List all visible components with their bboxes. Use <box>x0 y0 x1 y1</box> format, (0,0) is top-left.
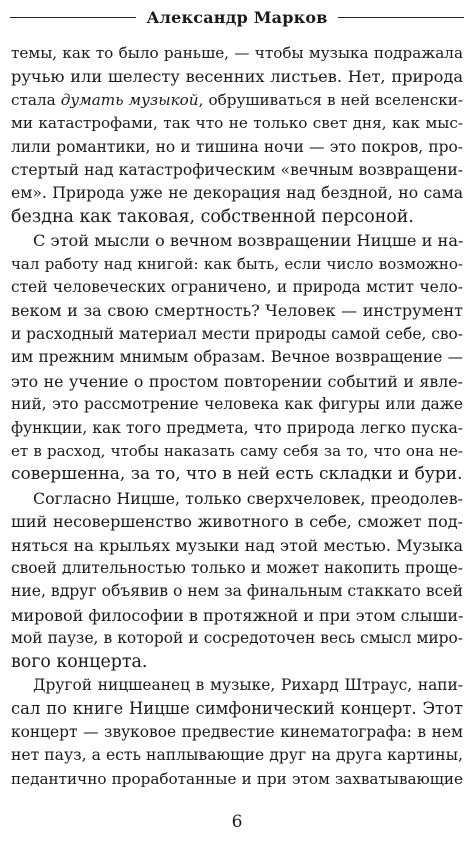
text-line: Другой ницшеанец в музыке, Рихард Штраус, напи- <box>33 675 463 694</box>
text-line: ние, вдруг объявив о нем за финальным стаккато всей <box>11 582 463 601</box>
text-line: веком и за свою смертность? Человек — инструмент <box>11 301 463 321</box>
text-line: ми катастрофами, так что не только свет дня, как мыс- <box>11 114 463 133</box>
text-line: стертый над катастрофическим «вечным возвращени- <box>11 161 463 180</box>
text-line: няться на крыльях музыки над этой местью. Музыка <box>11 535 463 555</box>
text-line: С этой мысли о вечном возвращении Ницше и на- <box>33 231 463 251</box>
text-line: совершенна, за то, что в ней есть складки и бури. <box>11 464 463 485</box>
text-line: темы, как то было раньше, — чтобы музыка подражала <box>11 44 463 62</box>
running-title: Александр Марков <box>146 7 328 27</box>
text-line: Согласно Ницше, только сверхчеловек, преодолев- <box>33 488 463 508</box>
text-line: ний, это рассмотрение человека как фигуры или даже <box>11 395 463 414</box>
text-line: им прежним мнимым образам. Вечное возвращение — <box>11 348 463 367</box>
text-line: чал работу над книгой: как быть, если число возможно- <box>11 254 463 273</box>
text-line: своей длительностью только и может накопить проще- <box>11 558 463 577</box>
header-rule-left <box>10 17 136 18</box>
text-line: и расходный материал мести природы самой себе, сво- <box>11 324 463 343</box>
text-line: вого концерта. <box>11 651 148 672</box>
text-line: концерт — звуковое предвестие кинематографа: в нем <box>11 722 463 741</box>
emphasis-phrase: думать музыкой <box>60 90 199 109</box>
text-line: сал по книге Ницше симфонический концерт. Этот <box>11 699 463 719</box>
text-line: ручью или шелесту весенних листьев. Нет, природа <box>11 67 463 87</box>
text-line: функции, как того предмета, что природа легко пуска- <box>11 418 463 437</box>
text-line: нет пауз, а есть наплывающие друг на друга картины, <box>11 746 463 765</box>
text-line: это не учение о простом повторении событий и явле- <box>11 371 463 391</box>
text-line: ем». Природа уже не декорация над бездной, но сама <box>11 184 463 203</box>
text-line: ет в расход, чтобы наказать саму себя за то, что она не- <box>11 441 463 460</box>
text-line: ший несовершенство животного в себе, сможет под- <box>11 512 463 532</box>
text-segment: стала <box>11 90 61 109</box>
text-line: лили романтики, но и тишина ночи — это покров, про- <box>11 137 463 156</box>
page-number: 6 <box>231 812 243 832</box>
text-line <box>11 89 463 112</box>
text-line: бездна как таковая, собственной персоной. <box>11 206 414 227</box>
text-line: мой паузе, в которой и сосредоточен весь смысл миро- <box>11 629 463 648</box>
text-segment: , обрушиваться в ней вселенски- <box>198 90 463 109</box>
header-rule-right <box>338 17 464 18</box>
body-text <box>11 42 463 791</box>
text-line: стей человеческих ограничено, и природа мстит чело- <box>11 278 463 297</box>
text-line: педантично проработанные и при этом захватывающие <box>11 769 463 788</box>
text-line: мировой философии в протяжной и при этом слыши- <box>11 605 463 625</box>
running-header <box>10 6 464 28</box>
